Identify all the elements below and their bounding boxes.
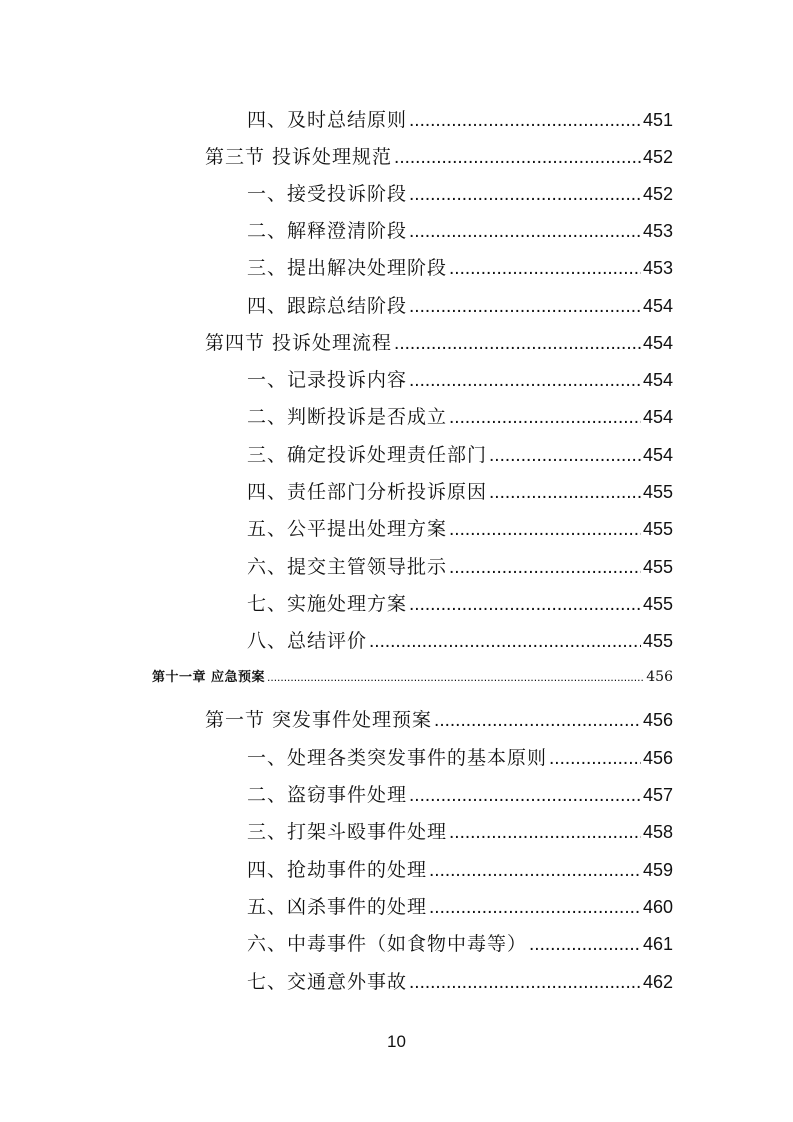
toc-leader-dots [449,556,641,580]
toc-leader-dots [549,747,641,771]
toc-entry-page: 458 [642,822,673,842]
toc-entry-label: 三、提出解决处理阶段 [247,257,448,279]
toc-leader-dots [434,709,641,733]
toc-entry-label: 二、盗窃事件处理 [247,784,408,806]
toc-entry-page: 459 [642,860,673,880]
toc-leader-dots [409,971,641,995]
toc-chapter-entry[interactable] [152,668,673,687]
toc-entry[interactable] [247,256,673,281]
toc-entry[interactable] [247,629,673,654]
toc-entry-label: 四、抢劫事件的处理 [247,859,428,881]
toc-entry[interactable] [205,708,673,733]
toc-entry-label: 一、记录投诉内容 [247,369,408,391]
toc-entry[interactable] [205,145,673,170]
toc-entry-page: 453 [642,221,673,241]
toc-entry-label: 二、解释澄清阶段 [247,220,408,242]
toc-entry-label: 七、交通意外事故 [247,971,408,993]
toc-leader-dots [429,859,641,883]
toc-leader-dots [409,593,641,617]
toc-leader-dots [449,821,641,845]
toc-entry[interactable] [247,405,673,430]
toc-leader-dots [394,332,641,356]
toc-leader-dots [449,257,641,281]
toc-entry-label: 一、处理各类突发事件的基本原则 [247,747,548,769]
toc-entry-page: 456 [642,748,673,768]
toc-entry-page: 454 [642,445,673,465]
toc-entry-label: 五、凶杀事件的处理 [247,896,428,918]
toc-entry[interactable] [247,555,673,580]
toc-entry-label: 八、总结评价 [247,630,368,652]
toc-leader-dots [409,784,641,808]
toc-entry-label: 第四节 投诉处理流程 [205,332,393,354]
toc-entry[interactable] [247,746,673,771]
toc-leader-dots [409,183,641,207]
toc-entry-label: 六、中毒事件（如食物中毒等） [247,933,528,955]
toc-entry-page: 455 [642,557,673,577]
toc-entry-page: 454 [642,407,673,427]
toc-entry-label: 一、接受投诉阶段 [247,183,408,205]
toc-entry[interactable] [247,820,673,845]
toc-entry-page: 452 [642,184,673,204]
toc-entry-page: 455 [642,482,673,502]
toc-entry[interactable] [205,331,673,356]
toc-entry-label: 六、提交主管领导批示 [247,556,448,578]
toc-entry[interactable] [247,480,673,505]
toc-entry-label: 二、判断投诉是否成立 [247,406,448,428]
toc-entry-page: 454 [642,333,673,353]
toc-leader-dots [267,668,644,686]
toc-entry-label: 第一节 突发事件处理预案 [205,709,433,731]
toc-entry[interactable] [247,970,673,995]
toc-entry[interactable] [247,895,673,920]
toc-entry-page: 453 [642,258,673,278]
toc-leader-dots [409,295,641,319]
toc-entry[interactable] [247,368,673,393]
toc-entry-page: 461 [642,934,673,954]
toc-entry-label: 三、确定投诉处理责任部门 [247,444,488,466]
toc-entry-page: 454 [642,370,673,390]
toc-entry-page: 457 [642,785,673,805]
toc-leader-dots [489,481,641,505]
toc-entry[interactable] [247,182,673,207]
toc-leader-dots [529,933,641,957]
toc-entry[interactable] [247,219,673,244]
toc-entry-label: 四、责任部门分析投诉原因 [247,481,488,503]
toc-leader-dots [409,220,641,244]
toc-leader-dots [449,518,641,542]
toc-leader-dots [409,109,641,133]
toc-entry-page: 454 [642,296,673,316]
toc-leader-dots [394,146,641,170]
toc-entry[interactable] [247,443,673,468]
toc-leader-dots [489,444,641,468]
page-number: 10 [387,1032,406,1051]
toc-entry-label: 三、打架斗殴事件处理 [247,821,448,843]
toc-entry-page: 456 [646,669,673,685]
toc-entry-page: 462 [642,972,673,992]
toc-entry-page: 455 [642,594,673,614]
toc-entry-label: 四、跟踪总结阶段 [247,295,408,317]
toc-entry[interactable] [247,932,673,957]
toc-entry-label: 七、实施处理方案 [247,593,408,615]
toc-entry[interactable] [247,108,673,133]
toc-entry-page: 456 [642,710,673,730]
toc-entry-label: 第三节 投诉处理规范 [205,146,393,168]
toc-entry-page: 452 [642,147,673,167]
toc-leader-dots [369,630,641,654]
toc-entry[interactable] [247,783,673,808]
toc-entry[interactable] [247,592,673,617]
toc-entry[interactable] [247,517,673,542]
toc-leader-dots [409,369,641,393]
toc-entry-page: 455 [642,631,673,651]
toc-entry-page: 451 [642,110,673,130]
toc-leader-dots [429,896,641,920]
toc-entry-page: 455 [642,519,673,539]
toc-entry[interactable] [247,858,673,883]
toc-entry[interactable] [247,294,673,319]
toc-entry-page: 460 [642,897,673,917]
toc-entry-label: 五、公平提出处理方案 [247,518,448,540]
toc-leader-dots [449,406,641,430]
toc-entry-label: 四、及时总结原则 [247,109,408,131]
toc-entry-label: 第十一章 应急预案 [152,670,266,685]
